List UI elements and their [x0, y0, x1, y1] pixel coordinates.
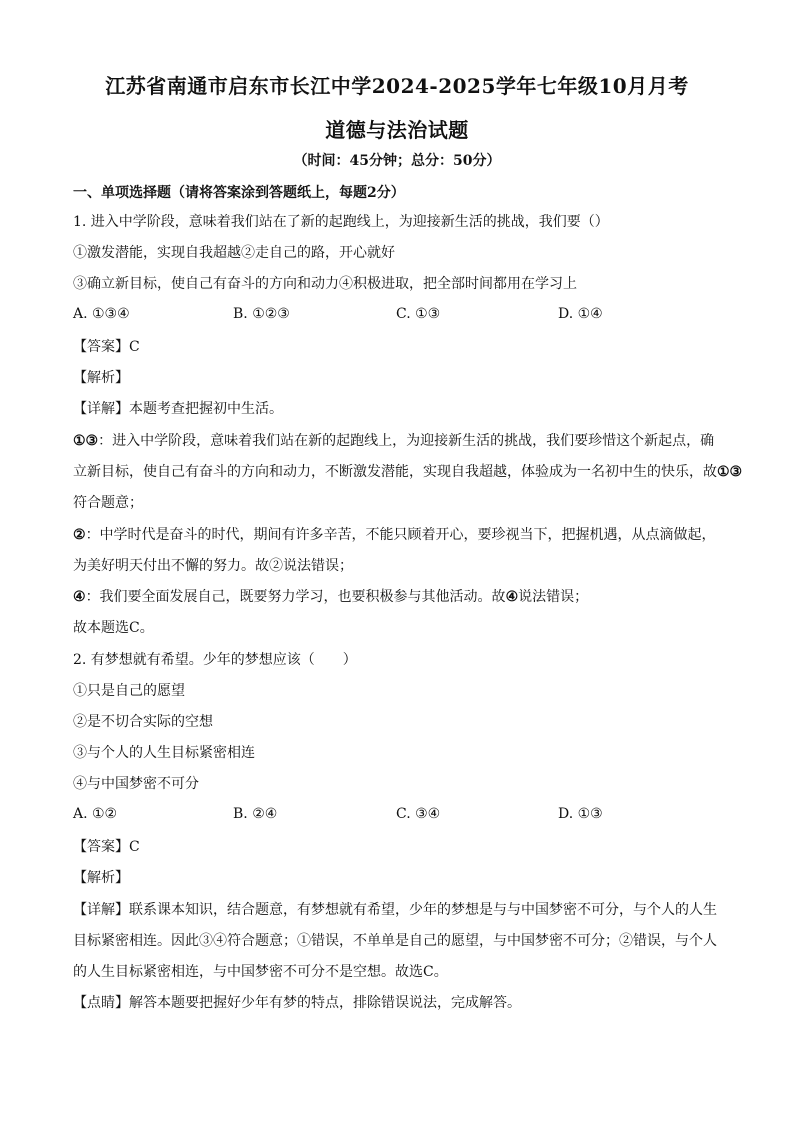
q1-option-d: D. ①④	[558, 306, 603, 322]
q1-exp2-line2: 为美好明天付出不懈的努力。故②说法错误；	[73, 558, 353, 574]
q1-options	[73, 306, 723, 326]
q1-option-b: B. ①②③	[233, 306, 290, 322]
section-heading: 一、单项选择题（请将答案涂到答题纸上，每题2分）	[73, 185, 405, 201]
q2-statement-3: ③与个人的人生目标紧密相连	[73, 745, 255, 761]
q2-answer-value: C	[129, 839, 140, 855]
q1-stem: 1. 进入中学阶段，意味着我们站在了新的起跑线上，为迎接新生活的挑战，我们要（）	[73, 214, 609, 230]
q1-statement-1: ①激发潜能，实现自我超越②走自己的路，开心就好	[73, 245, 395, 261]
q1-answer-label: 【答案】	[73, 339, 129, 355]
q2-stem: 2. 有梦想就有希望。少年的梦想应该（ ）	[73, 652, 357, 668]
q1-conclusion: 故本题选C。	[73, 620, 154, 636]
exam-time-score: （时间：45分钟；总分：50分）	[293, 153, 501, 169]
exam-title: 江苏省南通市启东市长江中学2024-2025学年七年级10月月考	[105, 74, 689, 98]
q2-tip-text: 解答本题要把握好少年有梦的特点，排除错误说法，完成解答。	[129, 995, 521, 1011]
q1-exp1-tag: ①③	[73, 433, 99, 449]
q2-tip-label: 【点睛】	[73, 995, 129, 1011]
q2-answer	[73, 837, 140, 857]
q1-answer	[73, 337, 140, 357]
q1-analysis-label: 【解析】	[73, 370, 129, 386]
q1-exp2-line1	[73, 525, 716, 545]
q1-statement-2: ③确立新目标，使自己有奋斗的方向和动力④积极进取，把全部时间都用在学习上	[73, 276, 577, 292]
q1-exp1-text2: 立新目标，使自己有奋斗的方向和动力，不断激发潜能，实现自我超越，体验成为一名初中生的快乐，故	[73, 464, 717, 480]
q2-detail-line2: 目标紧密相连。因此③④符合题意；①错误，不单单是自己的愿望，与中国梦密不可分；②错误，与个人	[73, 933, 717, 949]
q2-option-d: D. ①③	[558, 806, 603, 822]
q1-answer-value: C	[129, 339, 140, 355]
q1-detail-text: 本题考查把握初中生活。	[129, 401, 283, 417]
q1-option-a: A. ①③④	[73, 306, 130, 322]
q2-statement-1: ①只是自己的愿望	[73, 683, 185, 699]
q2-detail-line3: 的人生目标紧密相连，与中国梦密不可分不是空想。故选C。	[73, 964, 448, 980]
q1-exp3-text2: 说法错误；	[518, 589, 589, 605]
exam-subject-title: 道德与法治试题	[325, 118, 469, 142]
q2-detail-label: 【详解】	[73, 902, 129, 918]
q1-exp1-text: ：进入中学阶段，意味着我们站在新的起跑线上，为迎接新生活的挑战，我们要珍惜这个新起点，确	[98, 433, 715, 449]
q2-detail-line1	[73, 900, 717, 920]
q1-exp1-tag2: ①③	[717, 464, 743, 480]
q2-analysis-label: 【解析】	[73, 870, 129, 886]
q1-option-c: C. ①③	[396, 306, 441, 322]
q1-exp1-line3: 符合题意；	[73, 495, 143, 511]
q1-exp3-line1	[73, 587, 588, 607]
q2-statement-4: ④与中国梦密不可分	[73, 776, 199, 792]
q1-exp1-line2	[73, 462, 742, 482]
q2-detail-text1: 联系课本知识，结合题意，有梦想就有希望，少年的梦想是与与中国梦密不可分，与个人的人生	[129, 902, 717, 918]
q1-exp2-tag: ②	[73, 527, 86, 543]
q1-exp3-tag: ④	[73, 589, 86, 605]
q2-option-b: B. ②④	[233, 806, 278, 822]
q2-tip	[73, 993, 521, 1013]
q2-answer-label: 【答案】	[73, 839, 129, 855]
q1-exp3-text: ：我们要全面发展自己，既要努力学习，也要积极参与其他活动。故	[85, 589, 506, 605]
q2-option-c: C. ③④	[396, 806, 441, 822]
q2-statement-2: ②是不切合实际的空想	[73, 714, 213, 730]
q2-options	[73, 806, 723, 826]
q1-detail-label: 【详解】	[73, 401, 129, 417]
q1-detail	[73, 399, 283, 419]
q1-exp2-text: ：中学时代是奋斗的时代，期间有许多辛苦，不能只顾着开心，要珍视当下，把握机遇，从点滴做起，	[85, 527, 716, 543]
q1-exp1-line1	[73, 431, 714, 451]
q1-exp3-tag2: ④	[505, 589, 519, 605]
q2-option-a: A. ①②	[73, 806, 118, 822]
